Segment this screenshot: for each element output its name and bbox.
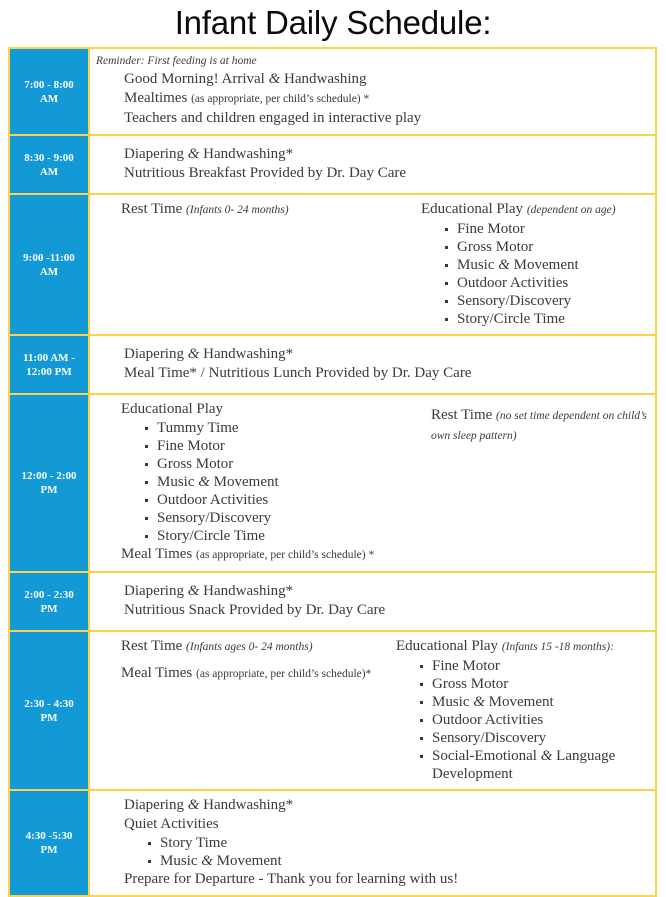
time-cell (9, 335, 89, 394)
table-row (9, 194, 656, 335)
activity-line: Diapering & Handwashing* (124, 583, 294, 599)
list-item: Story Time (146, 834, 649, 852)
time-cell (9, 394, 89, 572)
activity-line (124, 70, 649, 89)
activity-text: Teachers and children engaged in interactive play (124, 110, 422, 126)
educational-play-group (396, 637, 649, 783)
page-title: Infant Daily Schedule: (174, 4, 492, 41)
time-cell (9, 790, 89, 896)
list-item: Story/Circle Time (143, 527, 431, 545)
reminder-text: Reminder: First feeding is at home (96, 55, 257, 67)
list-item: Music & Movement (146, 852, 649, 870)
activity-cell (89, 790, 656, 896)
activity-line (421, 200, 649, 220)
activity-text: Educational Play (421, 201, 527, 217)
time-cell (9, 572, 89, 631)
time-line: 11:00 AM - (23, 351, 75, 364)
time-line: PM (40, 844, 58, 856)
activity-note: (Infants ages 0- 24 months) (186, 641, 313, 653)
activity-line: Diapering & Handwashing* (124, 797, 294, 813)
activity-line (121, 545, 431, 565)
activity-line (124, 109, 649, 128)
time-line: 2:00 - 2:30 (24, 588, 74, 601)
time-cell (9, 48, 89, 135)
activity-line: Nutritious Breakfast Provided by Dr. Day Care (124, 165, 407, 181)
list-item: Gross Motor (418, 675, 649, 693)
table-row (9, 48, 656, 135)
time-line: PM (40, 602, 58, 615)
table-row (9, 790, 656, 896)
list-item: Gross Motor (443, 238, 649, 256)
list-item: Story/Circle Time (443, 310, 649, 328)
list-item: Music & Movement (443, 256, 649, 274)
activity-text: Rest Time (121, 638, 187, 654)
time-cell (9, 631, 89, 790)
activity-note: (as appropriate, per child’s schedule) * (196, 549, 375, 561)
list-item: Music & Movement (418, 693, 649, 711)
list-item: Outdoor Activities (143, 491, 431, 509)
time-cell (9, 135, 89, 194)
table-row (9, 135, 656, 194)
list-item: Gross Motor (143, 455, 431, 473)
list-item: Fine Motor (143, 437, 431, 455)
time-line: 7:00 - 8:00 (24, 78, 74, 91)
educational-play-group (96, 400, 431, 565)
activity-line (121, 200, 421, 220)
rest-time-group (96, 637, 396, 684)
activity-note: (as appropriate, per child’s schedule)* (196, 668, 372, 680)
time-line: 12:00 PM (26, 365, 72, 378)
activity-cell (89, 335, 656, 394)
activity-line: Diapering & Handwashing* (124, 346, 294, 362)
activity-line: Nutritious Snack Provided by Dr. Day Care (124, 602, 386, 618)
activity-note: (no set time dependent on child’s own sleep pattern) (431, 410, 647, 442)
activity-cell (89, 631, 656, 790)
activity-bullet-list (396, 657, 649, 783)
activity-text: Good Morning! Arrival & Handwashing (124, 71, 367, 87)
activity-line (396, 637, 649, 657)
time-line: 4:30 -5:30 (25, 830, 73, 842)
rest-time-group (431, 400, 649, 446)
time-line: 2:30 - 4:30 (24, 697, 74, 710)
activity-cell (89, 572, 656, 631)
activity-text: Meal Times (121, 665, 197, 681)
table-row (9, 335, 656, 394)
list-item: Outdoor Activities (418, 711, 649, 729)
activity-text: Educational Play (396, 638, 502, 654)
time-line: AM (39, 165, 59, 178)
rest-time-group (96, 200, 421, 220)
list-item: Outdoor Activities (443, 274, 649, 292)
list-item: Sensory/Discovery (143, 509, 431, 527)
activity-line (121, 637, 396, 657)
time-line: 8:30 - 9:00 (24, 151, 74, 164)
list-item: Fine Motor (443, 220, 649, 238)
activity-note: (as appropriate, per child’s schedule) * (191, 93, 370, 105)
table-row (9, 631, 656, 790)
activity-line: Educational Play (121, 401, 224, 417)
list-item: Fine Motor (418, 657, 649, 675)
activity-text: Meal Times (121, 546, 197, 562)
activity-bullet-list (421, 220, 649, 328)
table-row (9, 572, 656, 631)
activity-bullet-list (121, 419, 431, 545)
activity-line: Meal Time* / Nutritious Lunch Provided by Dr. Day Care (124, 365, 472, 381)
activity-text: Rest Time (431, 407, 497, 423)
time-line: 9:00 -11:00 (23, 251, 75, 264)
activity-text: Rest Time (121, 201, 187, 217)
activity-cell (89, 48, 656, 135)
table-row (9, 394, 656, 572)
schedule-table (8, 47, 657, 897)
activity-note: (Infants 0- 24 months) (186, 204, 289, 216)
time-line: AM (39, 92, 59, 105)
list-item: Sensory/Discovery (418, 729, 649, 747)
activity-bullet-list (124, 834, 649, 870)
list-item: Sensory/Discovery (443, 292, 649, 310)
activity-line (124, 89, 649, 109)
activity-line: Quiet Activities (124, 816, 219, 832)
activity-note: (dependent on age) (526, 204, 616, 216)
activity-line (431, 400, 649, 446)
departure-line: Prepare for Departure - Thank you for learning with us! (124, 871, 459, 887)
activity-line: Diapering & Handwashing* (124, 146, 294, 162)
time-cell (9, 194, 89, 335)
list-item: Tummy Time (143, 419, 431, 437)
time-line: PM (40, 711, 58, 724)
activity-cell (89, 135, 656, 194)
time-line: 12:00 - 2:00 (21, 470, 77, 482)
activity-cell (89, 394, 656, 572)
list-item: Social-Emotional & Language Development (418, 747, 632, 783)
list-item: Music & Movement (143, 473, 431, 491)
activity-cell (89, 194, 656, 335)
activity-line (121, 664, 396, 684)
time-line: PM (40, 484, 58, 496)
activity-text: Mealtimes (124, 90, 192, 106)
educational-play-group (421, 200, 649, 328)
activity-note: (Infants 15 -18 months): (501, 641, 614, 653)
time-line: AM (39, 265, 59, 278)
